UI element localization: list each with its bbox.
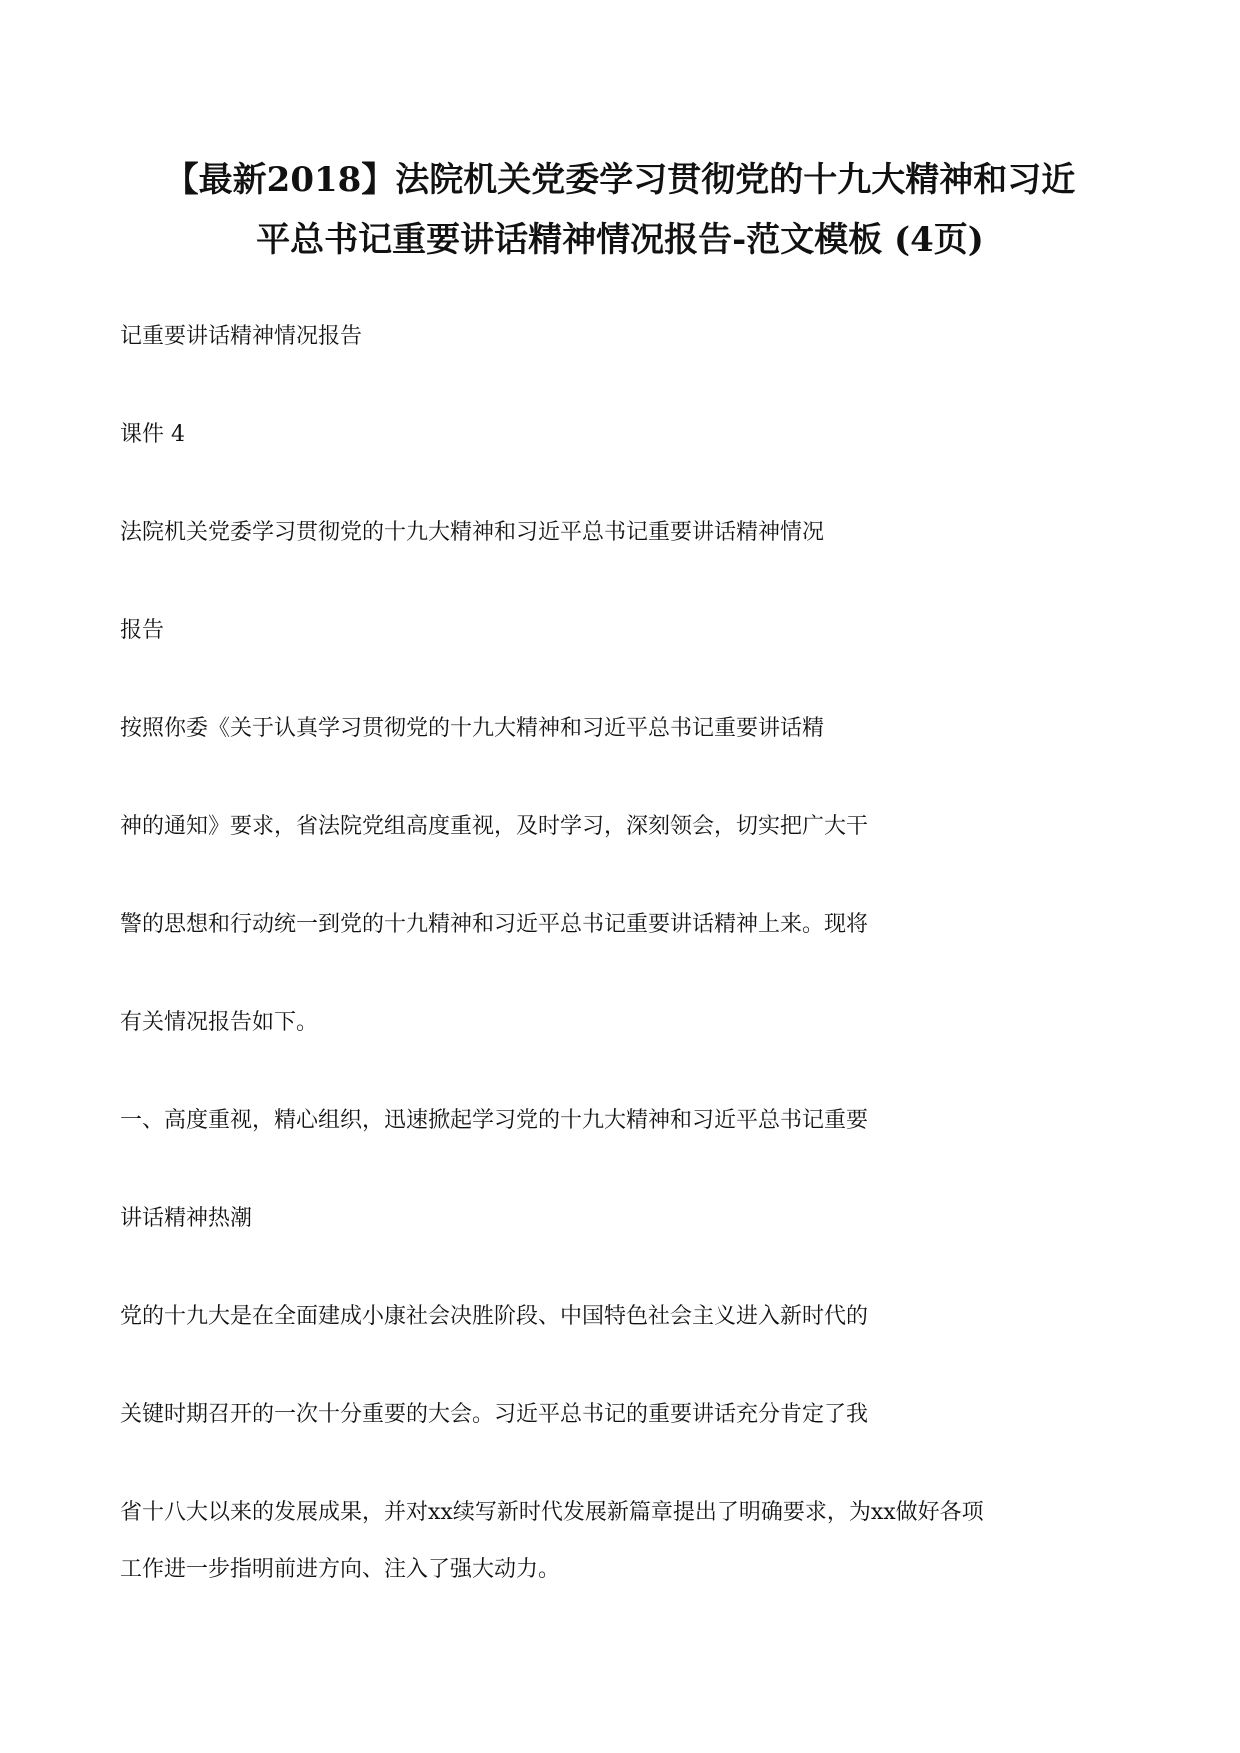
body-line: 工作进一步指明前进方向、注入了强大动力。 xyxy=(120,1557,561,1582)
body-line: 按照你委《关于认真学习贯彻党的十九大精神和习近平总书记重要讲话精 xyxy=(120,716,825,741)
body-line: 报告 xyxy=(120,618,165,643)
section-heading-continued: 讲话精神热潮 xyxy=(120,1206,253,1231)
document-title xyxy=(100,150,1140,270)
title-line-1: 【最新2018】法院机关党委学习贯彻党的十九大精神和习近 xyxy=(164,160,1076,200)
body-line: 警的思想和行动统一到党的十九精神和习近平总书记重要讲话精神上来。现将 xyxy=(120,912,869,937)
body-line: 省十八大以来的发展成果，并对xx续写新时代发展新篇章提出了明确要求，为xx做好各项 xyxy=(120,1500,984,1525)
body-line: 神的通知》要求，省法院党组高度重视，及时学习，深刻领会，切实把广大干 xyxy=(120,814,869,839)
body-line: 记重要讲话精神情况报告 xyxy=(120,324,363,349)
body-line: 有关情况报告如下。 xyxy=(120,1010,319,1035)
section-heading: 一、高度重视，精心组织，迅速掀起学习党的十九大精神和习近平总书记重要 xyxy=(120,1108,869,1133)
body-line: 党的十九大是在全面建成小康社会决胜阶段、中国特色社会主义进入新时代的 xyxy=(120,1304,869,1329)
body-line: 法院机关党委学习贯彻党的十九大精神和习近平总书记重要讲话精神情况 xyxy=(120,520,825,545)
title-line-2: 平总书记重要讲话精神情况报告-范文模板 (4页) xyxy=(256,220,984,260)
body-line: 关键时期召开的一次十分重要的大会。习近平总书记的重要讲话充分肯定了我 xyxy=(120,1402,869,1427)
body-line: 课件 4 xyxy=(120,422,185,447)
